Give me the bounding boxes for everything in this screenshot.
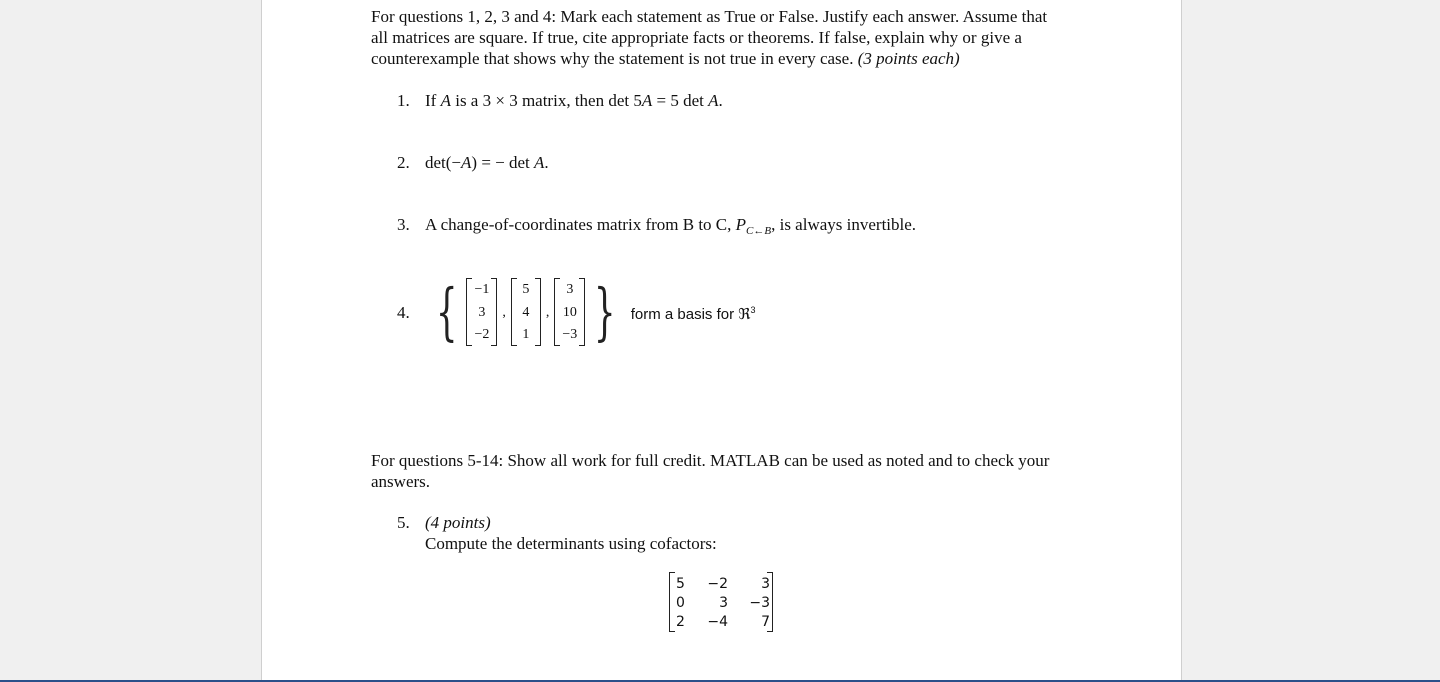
vector-1: [466, 278, 497, 346]
matrix-row: [676, 593, 770, 612]
intro-text: For questions 1, 2, 3 and 4: Mark each statement as True or False. Justify each answer. Assume that all matrices are square. If true, cite appropriate facts or theorems. If false, explain why or give a counterexample that shows why the statement is not true in every case.: [371, 7, 1048, 68]
question-1: [397, 90, 723, 111]
question-2: [397, 152, 549, 173]
question-2-number: 2.: [397, 153, 410, 172]
question-2-text: [425, 152, 549, 173]
question-3-number: 3.: [397, 215, 410, 234]
question-4-number: 4.: [397, 302, 410, 322]
vector-entry: −3: [562, 327, 578, 342]
q1-eq: = 5 det: [652, 91, 709, 110]
q3-var-p: P: [735, 215, 747, 234]
q2-pre: det(−: [425, 153, 462, 172]
left-brace: {: [435, 275, 458, 348]
vector-2: [511, 278, 541, 346]
matrix-cell: −2: [707, 575, 728, 592]
vector-3: [554, 278, 585, 346]
matrix-cell: 3: [719, 594, 728, 611]
intro-paragraph: [371, 6, 1061, 69]
q3-pre: A change-of-coordinates matrix from B to C,: [425, 215, 736, 234]
vector-comma: ,: [545, 304, 550, 320]
vector-comma: ,: [502, 304, 506, 320]
question-3-text: [425, 214, 916, 242]
question-5-text: Compute the determinants using cofactors:: [425, 534, 717, 553]
q2-var-a: A: [461, 153, 472, 172]
matrix-cell: −3: [749, 594, 770, 611]
cofactor-matrix: [669, 571, 773, 633]
matrix-cell: 3: [761, 575, 770, 592]
q2-end: .: [544, 153, 549, 172]
q1-var-a3: A: [708, 91, 719, 110]
q2-mid: ) = − det: [471, 153, 535, 172]
question-5-points: (4 points): [425, 513, 491, 532]
q4-sup: 3: [750, 304, 756, 315]
q3-end: , is always invertible.: [771, 215, 917, 234]
question-5: [397, 512, 717, 554]
matrix-cell: 5: [676, 575, 685, 592]
vector-entry: 5: [522, 282, 530, 297]
question-3: [397, 214, 916, 242]
matrix-cell: 0: [676, 594, 685, 611]
q1-end: .: [718, 91, 723, 110]
vector-entry: 4: [522, 304, 530, 320]
question-4: [397, 275, 756, 348]
question-5-number: 5.: [397, 513, 410, 532]
matrix-row: [676, 612, 770, 631]
question-1-number: 1.: [397, 91, 410, 110]
q1-var-a: A: [440, 91, 451, 110]
matrix-table: [676, 574, 770, 631]
matrix-row: [676, 574, 770, 593]
question-4-row: [397, 275, 756, 348]
vector-entry: 1: [522, 327, 530, 342]
matrix-cell: −4: [707, 613, 728, 630]
matrix-cell: 2: [676, 613, 685, 630]
vector-entry: −2: [474, 327, 490, 342]
vector-entry: 10: [562, 304, 577, 320]
vector-entry: 3: [478, 304, 486, 320]
q2-var-a2: A: [534, 153, 545, 172]
document-page: [261, 0, 1182, 680]
vector-entry: −1: [474, 282, 490, 297]
q4-text: form a basis for ℜ: [630, 305, 751, 323]
question-4-text: [631, 300, 756, 325]
vector-set: [427, 275, 625, 348]
q1-var-a2: A: [641, 91, 653, 110]
q1-pre: If: [425, 91, 441, 110]
question-1-text: [425, 90, 723, 111]
vector-entry: 3: [566, 282, 574, 297]
right-brace: }: [594, 275, 616, 348]
intro-points: (3 points each): [857, 49, 960, 68]
matrix-cell: 7: [761, 613, 770, 630]
intro-2-paragraph: For questions 5-14: Show all work for full credit. MATLAB can be used as noted and to check your answers.: [371, 451, 1050, 491]
q3-subscript: C←B: [746, 225, 772, 237]
q1-mid: is a 3 × 3 matrix, then det 5: [450, 91, 642, 110]
